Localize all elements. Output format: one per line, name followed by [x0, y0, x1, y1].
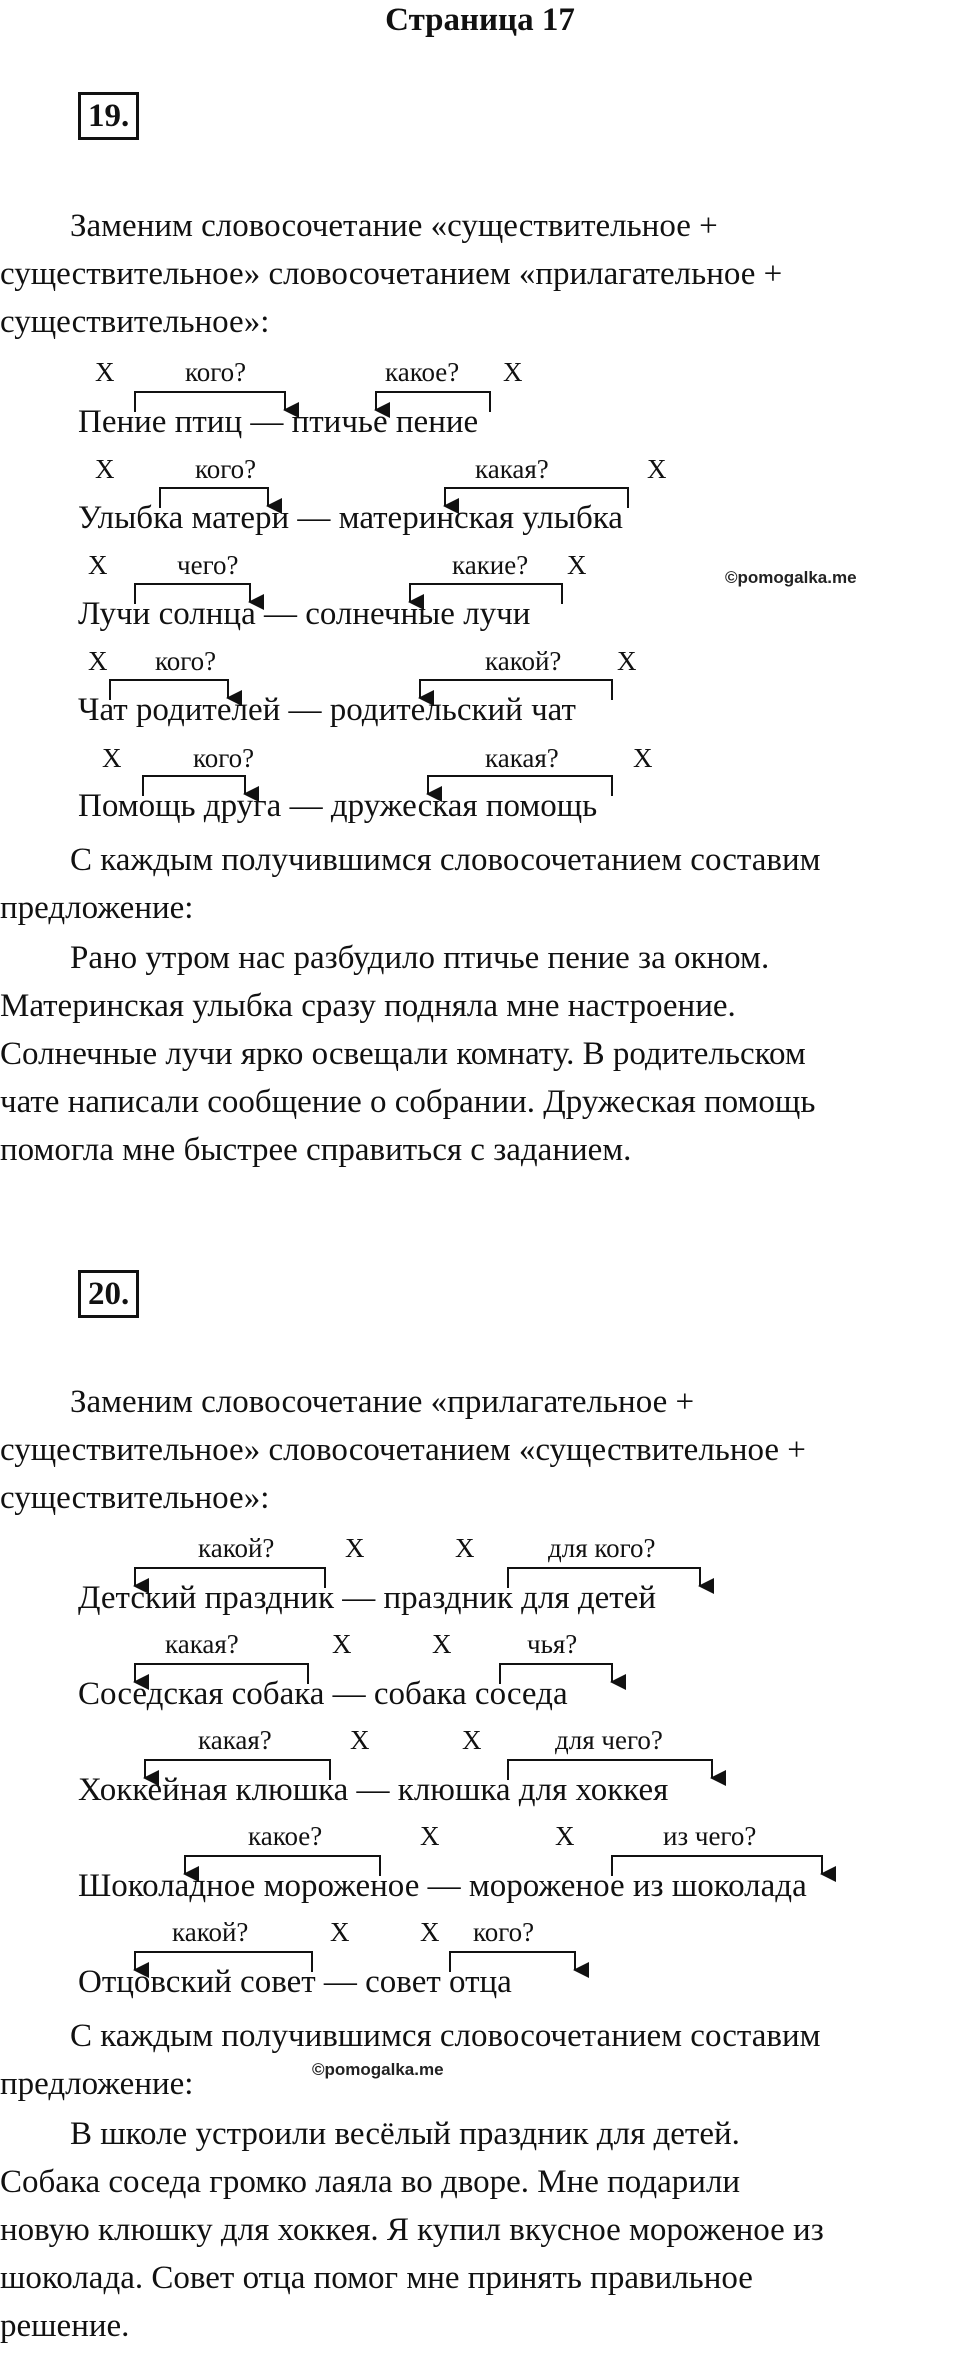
main-word-mark: Х: [555, 1821, 575, 1851]
word-pair: Пение птиц — птичье пение: [78, 404, 479, 440]
main-word-mark: Х: [88, 646, 108, 676]
main-word-mark: Х: [503, 357, 523, 387]
main-word-mark: Х: [345, 1533, 365, 1563]
main-word-mark: Х: [420, 1821, 440, 1851]
watermark: ©pomogalka.me: [312, 2060, 444, 2079]
intro-line: Заменим словосочетание «прилагательное +: [70, 1384, 695, 1420]
sentence-line: решение.: [0, 2308, 130, 2344]
main-word-mark: Х: [350, 1725, 370, 1755]
main-word-mark: Х: [455, 1533, 475, 1563]
main-word-mark: Х: [102, 743, 122, 773]
main-word-mark: Х: [432, 1629, 452, 1659]
word-pair: Лучи солнца — солнечные лучи: [78, 596, 531, 632]
question-label: из чего?: [663, 1821, 757, 1851]
intro-line: Заменим словосочетание «существительное +: [70, 208, 718, 244]
question-label: для кого?: [548, 1533, 656, 1563]
sentence-line: чате написали сообщение о собрании. Дружеская помощь: [0, 1084, 816, 1120]
word-pair: Помощь друга — дружеская помощь: [78, 788, 598, 824]
word-pair: Хоккейная клюшка — клюшка для хоккея: [78, 1772, 669, 1808]
main-word-mark: Х: [95, 357, 115, 387]
page-title: Страница 17: [385, 2, 575, 38]
question-label: кого?: [155, 646, 217, 676]
sentence-line: Солнечные лучи ярко освещали комнату. В родительском: [0, 1036, 806, 1072]
sentence-line: Материнская улыбка сразу подняла мне настроение.: [0, 988, 736, 1024]
question-label: какие?: [452, 550, 529, 580]
task-20-closing: [0, 2012, 960, 2108]
question-label: чья?: [527, 1629, 578, 1659]
question-label: какая?: [485, 743, 559, 773]
question-label: кого?: [473, 1917, 535, 1947]
question-label: кого?: [193, 743, 255, 773]
word-pair: Детский праздник — праздник для детей: [78, 1580, 657, 1616]
sentence-line: помогла мне быстрее справиться с заданием.: [0, 1132, 632, 1168]
task-19-intro: [0, 202, 960, 346]
sentence-line: новую клюшку для хоккея. Я купил вкусное мороженое из: [0, 2212, 824, 2248]
sentence-line: В школе устроили весёлый праздник для детей.: [70, 2116, 740, 2152]
watermark: ©pomogalka.me: [725, 568, 857, 587]
task-number-19: 19.: [78, 92, 139, 140]
question-label: кого?: [185, 357, 247, 387]
question-label: какое?: [385, 357, 460, 387]
question-label: кого?: [195, 454, 257, 484]
question-label: какой?: [198, 1533, 275, 1563]
question-label: какая?: [475, 454, 549, 484]
word-pair: Улыбка матери — материнская улыбка: [78, 500, 623, 536]
sentence-line: Рано утром нас разбудило птичье пение за окном.: [70, 940, 770, 976]
task-19-closing: [0, 836, 960, 932]
question-label: чего?: [177, 550, 239, 580]
main-word-mark: Х: [420, 1917, 440, 1947]
main-word-mark: Х: [88, 550, 108, 580]
word-pair: Соседская собака — собака соседа: [78, 1676, 568, 1712]
main-word-mark: Х: [567, 550, 587, 580]
question-label: какой?: [485, 646, 562, 676]
closing-line: предложение:: [0, 890, 194, 926]
word-pair: Чат родителей — родительский чат: [78, 692, 576, 728]
task-20-intro: [0, 1378, 960, 1522]
main-word-mark: Х: [330, 1917, 350, 1947]
task-20-sentences: [0, 2110, 960, 2350]
question-label: для чего?: [555, 1725, 663, 1755]
closing-line: С каждым получившимся словосочетанием составим: [70, 2018, 821, 2054]
question-label: какое?: [248, 1821, 323, 1851]
word-pair: Отцовский совет — совет отца: [78, 1964, 512, 2000]
main-word-mark: Х: [647, 454, 667, 484]
sentence-line: Собака соседа громко лаяла во дворе. Мне подарили: [0, 2164, 741, 2200]
task-number-20: 20.: [78, 1270, 139, 1318]
closing-line: С каждым получившимся словосочетанием составим: [70, 842, 821, 878]
closing-line: предложение:: [0, 2066, 194, 2102]
question-label: какая?: [198, 1725, 272, 1755]
word-pair: Шоколадное мороженое — мороженое из шоколада: [78, 1868, 807, 1904]
task-19-sentences: [0, 934, 960, 1174]
question-label: какой?: [172, 1917, 249, 1947]
intro-line: существительное»:: [0, 304, 270, 340]
sentence-line: шоколада. Совет отца помог мне принять правильное: [0, 2260, 753, 2296]
intro-line: существительное»:: [0, 1480, 270, 1516]
main-word-mark: Х: [95, 454, 115, 484]
main-word-mark: Х: [633, 743, 653, 773]
main-word-mark: Х: [617, 646, 637, 676]
main-word-mark: Х: [462, 1725, 482, 1755]
intro-line: существительное» словосочетанием «существительное +: [0, 1432, 806, 1468]
intro-line: существительное» словосочетанием «прилагательное +: [0, 256, 783, 292]
main-word-mark: Х: [332, 1629, 352, 1659]
question-label: какая?: [165, 1629, 239, 1659]
